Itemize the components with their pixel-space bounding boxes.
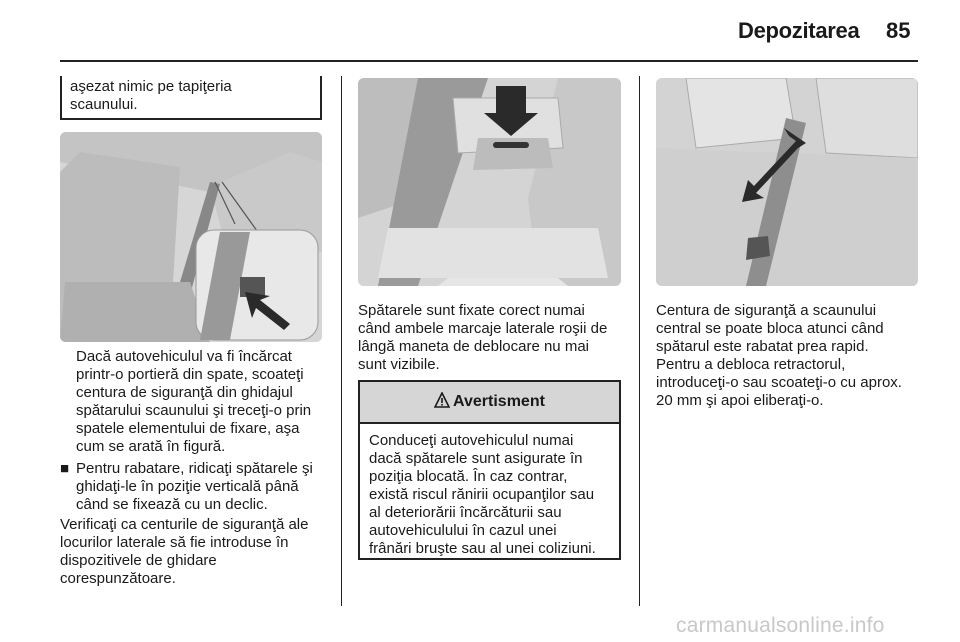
- warning-title: Avertisment: [453, 393, 545, 410]
- column-divider-2: [639, 76, 640, 606]
- warning-body: Conduceţi autovehiculul numai dacă spătarele sunt asigurate în poziţia blocată. În caz contrar, există riscul rănirii ocupanţilor sau al deteriorării încărcăturii sau autovehiculului în cazul unei frânări bruşte sau al unei coliziuni.: [369, 432, 596, 557]
- frame-text: aşezat nimic pe tapiţeria scaunului.: [70, 78, 232, 113]
- watermark: carmanualsonline.info: [676, 614, 885, 637]
- illustration-release-lever: [358, 78, 621, 286]
- col3-body-text: Centura de siguranţă a scaunului central se poate bloca atunci când spătarul este rabatat prea rapid. Pentru a debloca retractorul, introduceţi-o sau scoateţi-o cu aprox. 20 mm şi apoi eliberaţi-o.: [656, 302, 902, 409]
- warning-triangle-icon: [434, 392, 450, 413]
- step-text: Dacă autovehiculul va fi încărcat printr-o portieră din spate, scoateţi centura de siguranţă din ghidajul spătarului scaunului şi treceţi-o prin spatele elementului de fixare, aşa cum se arată în figură.: [76, 348, 312, 455]
- warning-box: [358, 380, 621, 560]
- bullet-square-icon: ■: [60, 460, 70, 477]
- continued-frame-text: [60, 76, 322, 120]
- header-rule: [60, 60, 918, 62]
- page-header-title: Depozitarea: [738, 18, 860, 43]
- page-number: 85: [886, 18, 911, 43]
- warning-header: [360, 382, 619, 424]
- column-divider-1: [341, 76, 342, 606]
- bullet-item: [60, 460, 328, 514]
- bullet-text: Pentru rabatare, ridicaţi spătarele şi ghidaţi-le în poziţie verticală până când se fixează cu un declic.: [76, 460, 313, 513]
- illustration-center-seatbelt: [656, 78, 918, 286]
- closing-text: Verificaţi ca centurile de siguranţă ale locurilor laterale să fie introduse în dispozitivele de ghidare corespunzătoare.: [60, 516, 309, 587]
- col2-body-text: Spătarele sunt fixate corect numai când ambele marcaje laterale roşii de lângă maneta de deblocare nu mai sunt vizibile.: [358, 302, 608, 373]
- illustration-seatbelt-guide: [60, 132, 322, 342]
